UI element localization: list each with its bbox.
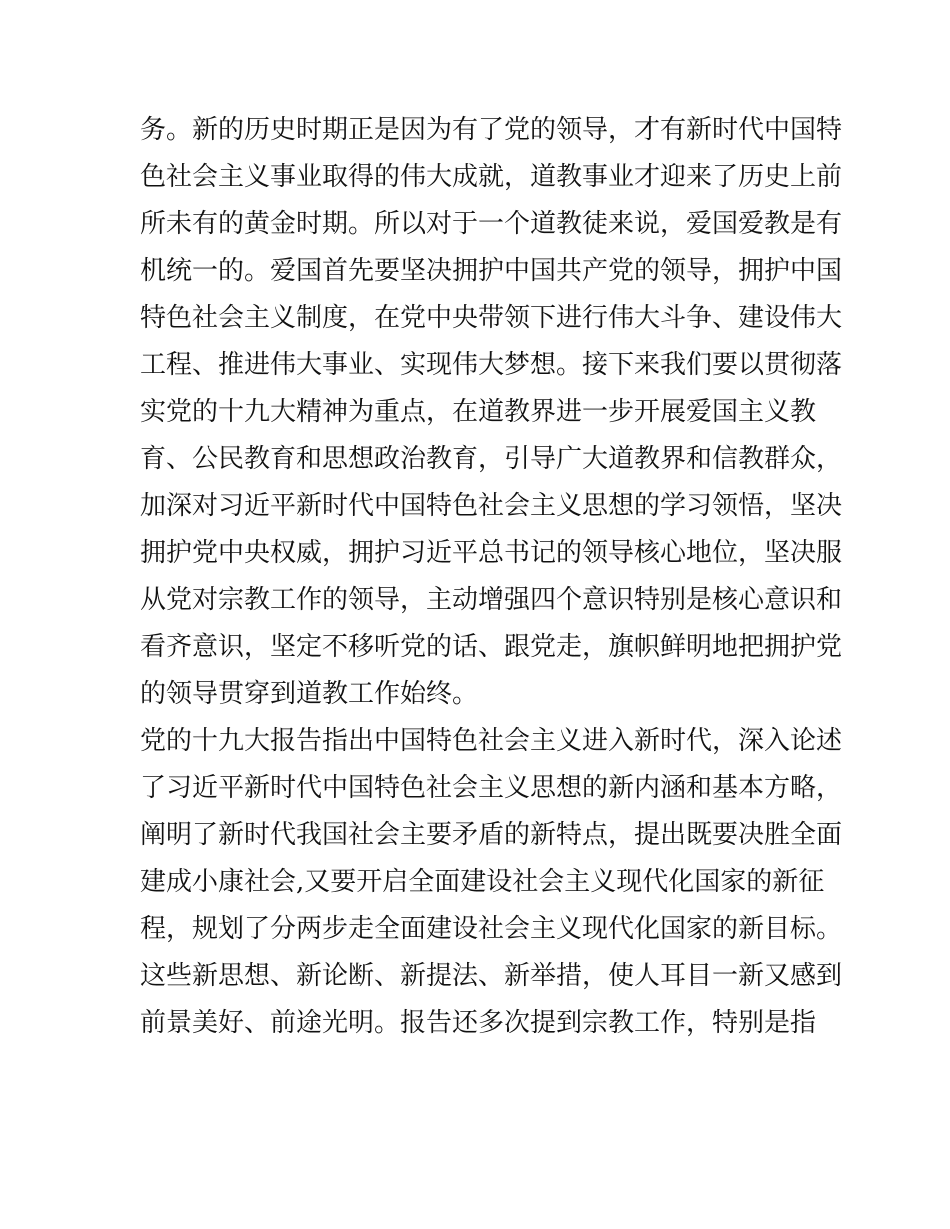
- text-line: 党的十九大报告指出中国特色社会主义进入新时代，深入论述: [140, 726, 843, 756]
- text-line: 实党的十九大精神为重点，在道教界进一步开展爱国主义教: [140, 397, 817, 427]
- text-line: 阐明了新时代我国社会主要矛盾的新特点，提出既要决胜全面: [140, 820, 843, 850]
- text-line: 机统一的。爱国首先要坚决拥护中国共产党的领导，拥护中国: [140, 256, 843, 286]
- body-text: [140, 107, 843, 1047]
- text-line: 加深对习近平新时代中国特色社会主义思想的学习领悟，坚决: [140, 491, 843, 521]
- text-line: 从党对宗教工作的领导，主动增强四个意识特别是核心意识和: [140, 585, 843, 615]
- text-line: 拥护党中央权威，拥护习近平总书记的领导核心地位，坚决服: [140, 538, 843, 568]
- text-line: 看齐意识，坚定不移听党的话、跟党走，旗帜鲜明地把拥护党: [140, 632, 843, 662]
- text-line: 的领导贯穿到道教工作始终。: [140, 679, 479, 709]
- text-line: 了习近平新时代中国特色社会主义思想的新内涵和基本方略，: [140, 773, 843, 803]
- text-line: 色社会主义事业取得的伟大成就，道教事业才迎来了历史上前: [140, 162, 843, 192]
- text-line: 建成小康社会,又要开启全面建设社会主义现代化国家的新征: [140, 867, 825, 897]
- text-line: 工程、推进伟大事业、实现伟大梦想。接下来我们要以贯彻落: [140, 350, 843, 380]
- text-line: 务。新的历史时期正是因为有了党的领导，才有新时代中国特: [140, 115, 843, 145]
- text-line: 育、公民教育和思想政治教育，引导广大道教界和信教群众，: [140, 444, 843, 474]
- text-line: 特色社会主义制度，在党中央带领下进行伟大斗争、建设伟大: [140, 303, 843, 333]
- text-line: 前景美好、前途光明。报告还多次提到宗教工作，特别是指: [140, 1008, 817, 1038]
- text-line: 程，规划了分两步走全面建设社会主义现代化国家的新目标。: [140, 914, 843, 944]
- text-line: 这些新思想、新论断、新提法、新举措，使人耳目一新又感到: [140, 961, 843, 991]
- text-line: 所未有的黄金时期。所以对于一个道教徒来说，爱国爱教是有: [140, 209, 843, 239]
